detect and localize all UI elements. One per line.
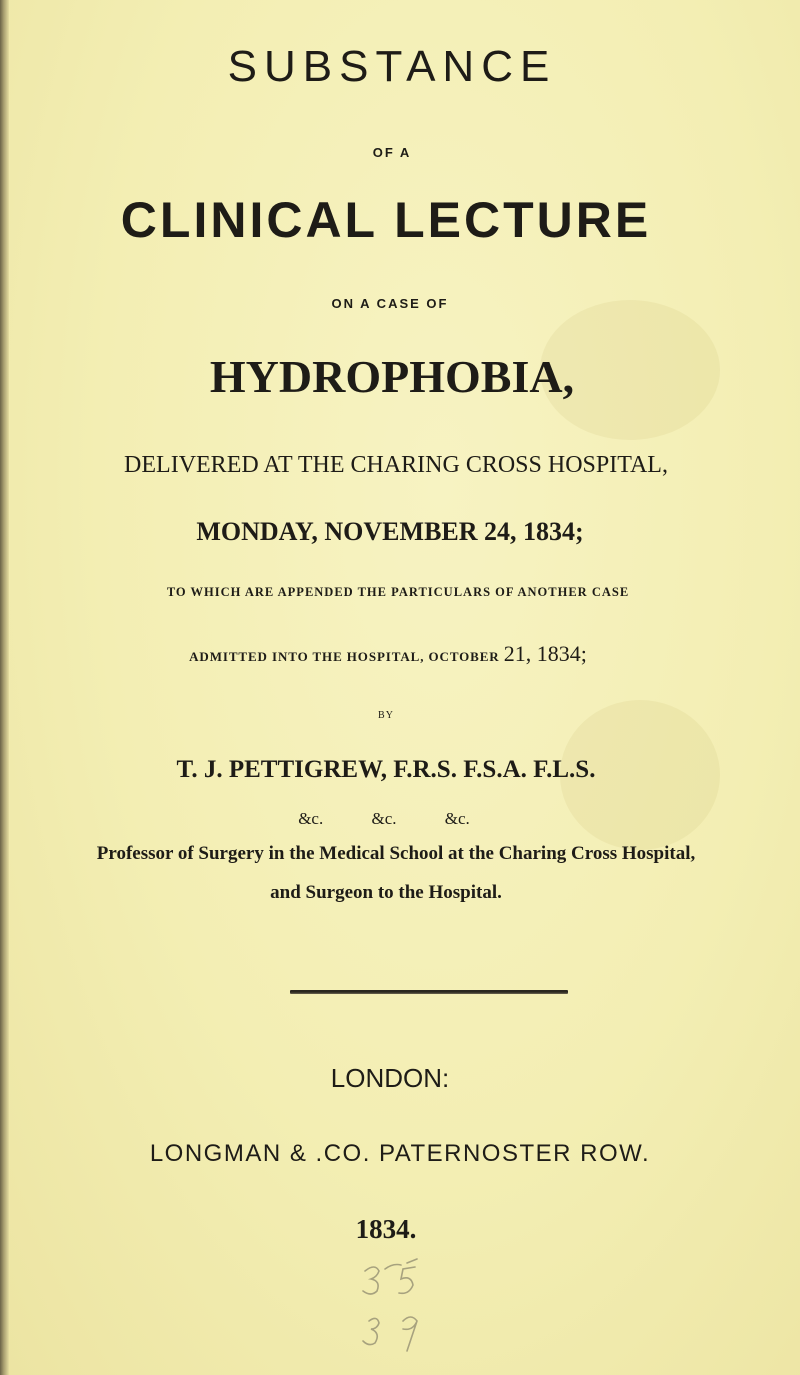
author-name: T. J. PETTIGREW, F.R.S. F.S.A. F.L.S. (176, 756, 596, 783)
title-hydrophobia: HYDROPHOBIA, (209, 351, 575, 402)
pencil-stroke (407, 1259, 417, 1263)
imprint-publisher: LONGMAN & .CO. PATERNOSTER ROW. (149, 1140, 651, 1167)
imprint-year: 1834. (355, 1214, 417, 1244)
etc-item: &c. (444, 809, 470, 828)
affiliation-professor: Professor of Surgery in the Medical School at the Charing Cross Hospital, (96, 843, 696, 864)
title-substance: SUBSTANCE (227, 42, 557, 91)
etc-line (0, 809, 784, 829)
pencil-stroke (385, 1265, 401, 1270)
etc-item: &c. (298, 809, 324, 828)
title-clinical-lecture: CLINICAL LECTURE (120, 192, 652, 248)
admitted-date: 21, 1834; (503, 641, 587, 666)
etc-item: &c. (371, 809, 397, 828)
title-on-a-case-of: ON A CASE OF (331, 296, 449, 311)
imprint-city: LONDON: (330, 1063, 450, 1093)
affiliation-surgeon: and Surgeon to the Hospital. (270, 882, 502, 903)
date-line: MONDAY, NOVEMBER 24, 1834; (196, 517, 584, 546)
appended-line: TO WHICH ARE APPENDED THE PARTICULARS OF ANOTHER CASE (166, 585, 630, 599)
admitted-line (0, 641, 788, 667)
divider-rule (290, 990, 568, 994)
admitted-text: ADMITTED INTO THE HOSPITAL, OCTOBER (189, 649, 500, 664)
pencil-annotation (355, 1255, 465, 1375)
pencil-digit-5 (399, 1267, 415, 1293)
pencil-digit-3 (363, 1267, 379, 1294)
pencil-digit-9 (403, 1317, 417, 1351)
pencil-digit-3 (363, 1318, 379, 1344)
by-label: BY (378, 710, 394, 721)
title-of-a: OF A (372, 145, 412, 160)
delivered-line: DELIVERED AT THE CHARING CROSS HOSPITAL, (124, 452, 668, 478)
